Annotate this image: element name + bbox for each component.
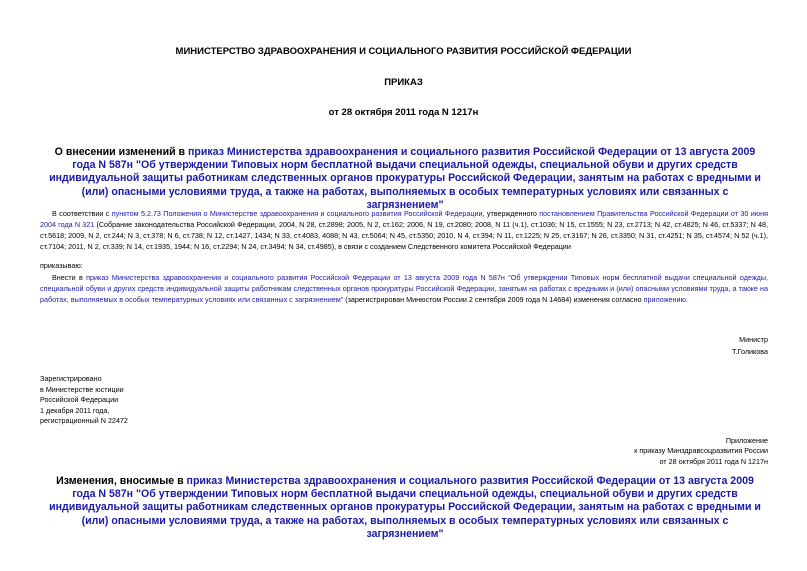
date-number-heading: от 28 октября 2011 года N 1217н bbox=[328, 107, 479, 118]
document-title bbox=[46, 146, 764, 212]
body-appendix-link[interactable]: приложению bbox=[643, 295, 686, 304]
order-body-paragraph bbox=[40, 272, 768, 305]
registration-line: регистрационный N 22472 bbox=[40, 416, 128, 426]
changes-title bbox=[46, 475, 764, 541]
preamble-text-1: В соответствии с bbox=[52, 209, 112, 218]
title-order-link[interactable]: приказ Министерства здравоохранения и социального развития Российской Федерации от 13 августа 2009 года N 587н "Об утверждении Типовых норм бесплатной выдачи специальной одежды, специальной обуви и других средств индивидуальной защиты работникам следственных органов прокуратуры Российской Федерации, занятым на работах с вредными и (или) опасными условиями труда, а также на работах, выполняемых в особых температурных условиях или связанных с загрязнением" bbox=[49, 146, 761, 211]
appendix-line: к приказу Минздравсоцразвития России bbox=[634, 446, 768, 456]
preamble-paragraph bbox=[40, 208, 768, 252]
signature-block bbox=[732, 334, 768, 358]
appendix-line: от 28 октября 2011 года N 1217н bbox=[659, 456, 768, 466]
changes-title-order-link[interactable]: приказ Министерства здравоохранения и социального развития Российской Федерации от 13 августа 2009 года N 587н "Об утверждении Типовых норм бесплатной выдачи специальной одежды, специальной обуви и других средств индивидуальной защиты работникам следственных органов прокуратуры Российской Федерации, занятым на работах с вредными и (или) опасными условиями труда, а также на работах, выполняемых в особых температурных условиях или связанных с загрязнением" bbox=[49, 475, 761, 540]
title-prefix: О внесении изменений в bbox=[54, 146, 188, 158]
appendix-line: Приложение bbox=[725, 436, 768, 445]
registration-line: 1 декабря 2011 года, bbox=[40, 405, 110, 415]
preamble-regulation-link[interactable]: пунктом 5.2.73 Положения о Министерстве здравоохранения и социального развития Российской Федерации bbox=[111, 209, 483, 218]
order-word: приказываю: bbox=[40, 261, 83, 270]
body-text-1: Внести в bbox=[52, 273, 87, 282]
registration-block bbox=[40, 374, 128, 427]
preamble-government-decree-link[interactable]: постановлением Правительства Российской Федерации от 30 июня 2004 года N 321 bbox=[40, 209, 768, 229]
body-order-link[interactable]: приказ Министерства здравоохранения и социального развития Российской Федерации от 13 августа 2009 года N 587н "Об утверждении Типовых норм бесплатной выдачи специальной одежды, специальной обуви и других средств индивидуальной защиты работникам следственных органов прокуратуры Российской Федерации, занятым на работах с вредными и (или) опасными условиями труда, а также на работах, выполняемых в особых температурных условиях или связанных с загрязнением" bbox=[40, 273, 768, 304]
signature-name: Т.Голикова bbox=[731, 347, 768, 356]
doc-type-heading: ПРИКАЗ bbox=[384, 77, 423, 88]
registration-line: Зарегистрировано bbox=[40, 374, 102, 383]
signature-position: Министр bbox=[739, 335, 768, 344]
registration-line: Российской Федерации bbox=[40, 395, 119, 405]
body-text-3: . bbox=[685, 295, 688, 304]
registration-line: в Министерстве юстиции bbox=[40, 384, 124, 394]
preamble-text-3: (Собрание законодательства Российской Федерации, 2004, N 28, ст.2898; 2005, N 2, ст.162; 2006, N 19, ст.2080; 2008, N 11 (ч.1), ст.1036; N 15, ст.1555; N 23, ст.2713; N 42, ст.4825; N 46, ст.5337; N 48, ст.5618; 2009, N 2, ст.244; N 3, ст.378; N 6, ст.738; N 12, ст.1427, 1434; N 33, ст.4083, 4088; N 43, ст.5064; N 45, ст.5350; 2010, N 4, ст.394; N 11, ст.1225; N 25, ст.3167; N 26, ст.3350; N 31, ст.4251; N 35, ст.4574; N 52 (ч.1), ст.7104; 2011, N 2, ст.339; N 14, ст.1935, 1944; N 16, ст.2294; N 24, ст.3494; N 34, ст.4985), в связи с созданием Следственного комитета Российской Федерации bbox=[40, 220, 768, 251]
appendix-block bbox=[634, 436, 768, 467]
preamble-text-2: , утвержденного bbox=[482, 209, 540, 218]
changes-title-prefix: Изменения, вносимые в bbox=[56, 475, 187, 487]
ministry-heading: МИНИСТЕРСТВО ЗДРАВООХРАНЕНИЯ И СОЦИАЛЬНОГО РАЗВИТИЯ РОССИЙСКОЙ ФЕДЕРАЦИИ bbox=[175, 46, 632, 57]
body-text-2: (зарегистрирован Минюстом России 2 сентября 2009 года N 14684) изменения согласно bbox=[343, 295, 644, 304]
